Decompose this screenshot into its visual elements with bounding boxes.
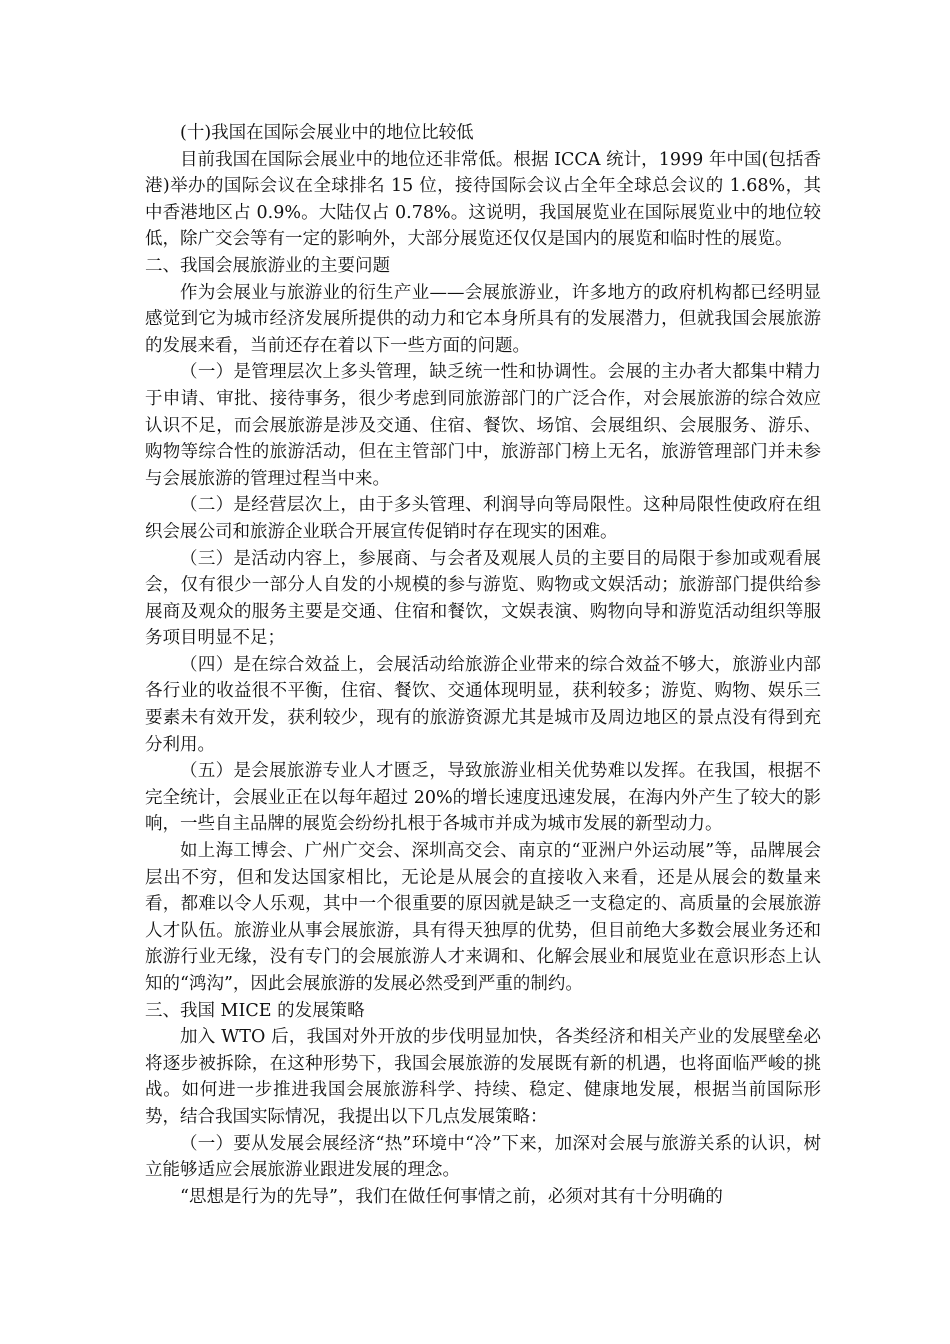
body-paragraph: 目前我国在国际会展业中的地位还非常低。根据 ICCA 统计，1999 年中国(包括香港)举办的国际会议在全球排名 15 位，接待国际会议占全年全球总会议的 1.68%，其中香港地区占 0.9%。大陆仅占 0.78%。这说明，我国展览业在国际展览业中的地位较低，除广交会等有一定的影响外，大部分展览还仅仅是国内的展览和临时性的展览。 (145, 149, 821, 250)
body-paragraph: 加入 WTO 后，我国对外开放的步伐明显加快，各类经济和相关产业的发展壁垒必将逐步被拆除，在这种形势下，我国会展旅游的发展既有新的机遇，也将面临严峻的挑战。如何进一步推进我国会展旅游科学、持续、稳定、健康地发展，根据当前国际形势，结合我国实际情况，我提出以下几点发展策略： (145, 1027, 821, 1127)
section-heading-three: 三、我国 MICE 的发展策略 (145, 1000, 365, 1021)
section-heading-two: 二、我国会展旅游业的主要问题 (145, 255, 390, 276)
body-paragraph: （四）是在综合效益上，会展活动给旅游企业带来的综合效益不够大，旅游业内部各行业的收益很不平衡，住宿、餐饮、交通体现明显，获利较多；游览、购物、娱乐三要素未有效开发，获利较少，现有的旅游资源尤其是城市及周边地区的景点没有得到充分利用。 (145, 654, 821, 755)
body-paragraph: （二）是经营层次上，由于多头管理、利润导向等局限性。这种局限性使政府在组织会展公司和旅游企业联合开展宣传促销时存在现实的困难。 (145, 495, 821, 542)
body-paragraph: 如上海工博会、广州广交会、深圳高交会、南京的“亚洲户外运动展”等，品牌展会层出不穷，但和发达国家相比，无论是从展会的直接收入来看，还是从展会的数量来看，都难以令人乐观，其中一个很重要的原因就是缺乏一支稳定的、高质量的会展旅游人才队伍。旅游业从事会展旅游，具有得天独厚的优势，但目前绝大多数会展业务还和旅游行业无缘，没有专门的会展旅游人才来调和、化解会展业和展览业在意识形态上认知的“鸿沟”，因此会展旅游的发展必然受到严重的制约。 (145, 841, 821, 994)
body-paragraph: （一）是管理层次上多头管理，缺乏统一性和协调性。会展的主办者大都集中精力于申请、审批、接待事务，很少考虑到同旅游部门的广泛合作，对会展旅游的综合效应认识不足，而会展旅游是涉及交通、住宿、餐饮、场馆、会展组织、会展服务、游乐、购物等综合性的旅游活动，但在主管部门中，旅游部门榜上无名，旅游管理部门并未参与会展旅游的管理过程当中来。 (145, 362, 821, 489)
body-paragraph: （三）是活动内容上，参展商、与会者及观展人员的主要目的局限于参加或观看展会，仅有很少一部分人自发的小规模的参与游览、购物或文娱活动；旅游部门提供给参展商及观众的服务主要是交通、住宿和餐饮，文娱表演、购物向导和游览活动组织等服务项目明显不足； (145, 548, 821, 649)
section-subheading-ten: (十)我国在国际会展业中的地位比较低 (180, 123, 474, 143)
body-paragraph: 作为会展业与旅游业的衍生产业——会展旅游业，许多地方的政府机构都已经明显感觉到它为城市经济发展所提供的动力和它本身所具有的发展潜力，但就我国会展旅游的发展来看，当前还存在着以下一些方面的问题。 (145, 282, 821, 356)
body-paragraph: （五）是会展旅游专业人才匮乏，导致旅游业相关优势难以发挥。在我国，根据不完全统计，会展业正在以每年超过 20%的增长速度迅速发展，在海内外产生了较大的影响，一些自主品牌的展览会纷纷扎根于各城市并成为城市发展的新型动力。 (145, 761, 821, 835)
body-paragraph: （一）要从发展会展经济“热”环境中“冷”下来，加深对会展与旅游关系的认识，树立能够适应会展旅游业跟进发展的理念。 (145, 1133, 821, 1181)
document-page (145, 120, 821, 1210)
body-paragraph: “思想是行为的先导”，我们在做任何事情之前，必须对其有十分明确的 (180, 1186, 723, 1207)
